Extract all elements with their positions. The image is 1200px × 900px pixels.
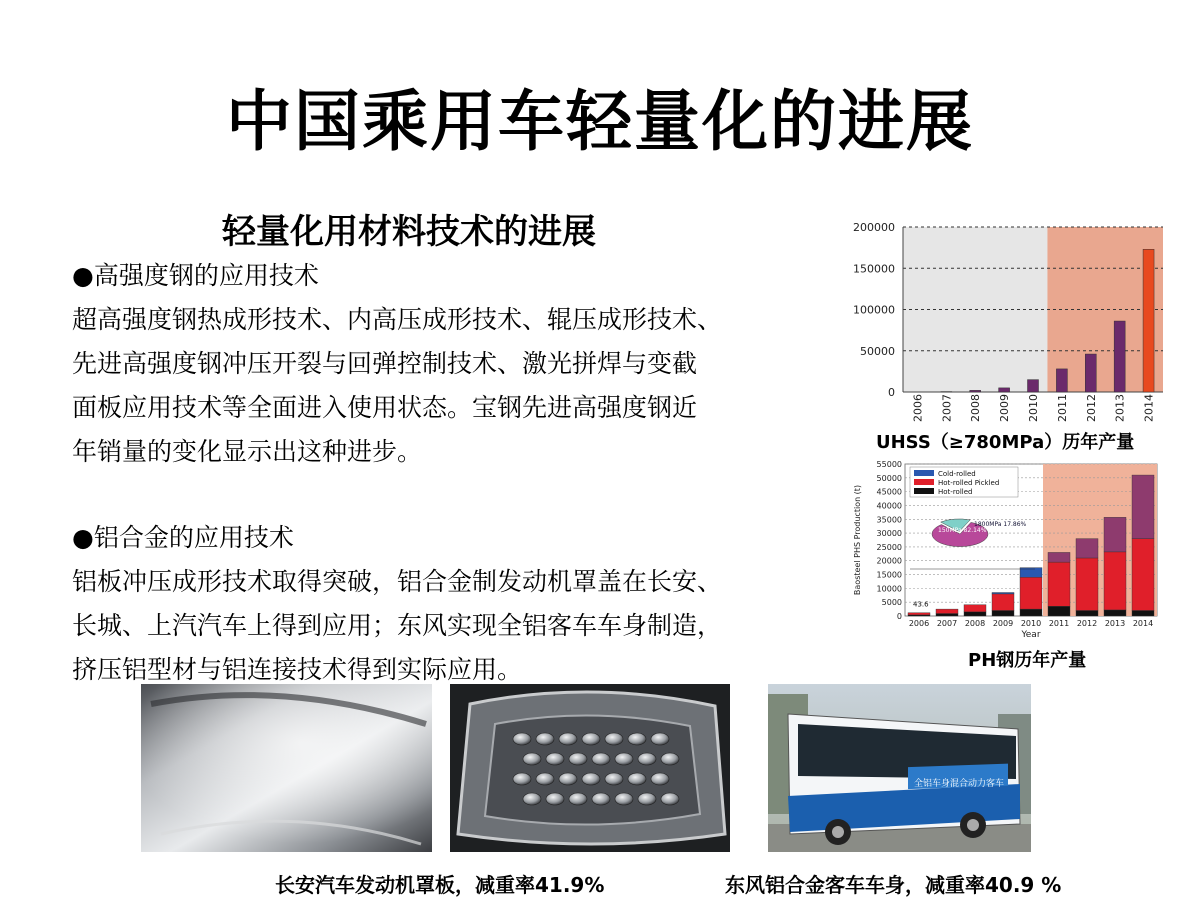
bar-segment [992, 593, 1014, 594]
x-tick-label: 2012 [1084, 394, 1098, 422]
aluminum-line: 长城、上汽汽车上得到应用；东风实现全铝客车车身制造， [72, 611, 723, 640]
aluminum-line: 铝板冲压成形技术取得突破，铝合金制发动机罩盖在长安、 [72, 567, 723, 596]
panel-dimple [651, 773, 669, 785]
panel-dimple [661, 753, 679, 765]
y-tick-label: 15000 [876, 570, 902, 580]
x-tick-label: 2014 [1132, 619, 1154, 628]
steel-section [72, 254, 842, 474]
bar-segment [1048, 552, 1070, 562]
x-tick-label: 2007 [940, 394, 954, 422]
panel-dimple [592, 753, 610, 765]
x-tick-label: 2011 [1048, 619, 1070, 628]
bar-segment [1076, 539, 1098, 558]
panel-dimple [523, 793, 541, 805]
y-axis-label: Baosteel PHS Production (t) [853, 484, 862, 596]
hood-panel-photo [141, 684, 432, 852]
y-tick-label: 5000 [881, 598, 902, 608]
x-tick-label: 2010 [1027, 394, 1040, 422]
y-tick-label: 30000 [876, 529, 902, 539]
panel-dimple [628, 773, 646, 785]
panel-dimple [582, 773, 600, 785]
panel-dimple [559, 773, 577, 785]
hood-inner-panel-photo [450, 684, 730, 852]
x-axis-label: Year [1021, 630, 1041, 640]
bar [999, 388, 1010, 392]
panel-dimple [628, 733, 646, 745]
page-title: 中国乘用车轻量化的进展 [226, 83, 974, 160]
y-tick-label: 150000 [853, 262, 895, 276]
steel-line: 超高强度钢热成形技术、内高压成形技术、辊压成形技术、 [72, 305, 723, 334]
bar-segment [1076, 610, 1098, 616]
y-tick-label: 50000 [860, 344, 895, 358]
phs-chart-caption: PH钢历年产量 [968, 650, 1087, 671]
legend-swatch [914, 470, 934, 476]
x-tick-label: 2006 [908, 619, 930, 628]
x-tick-label: 2009 [998, 394, 1012, 422]
panel-inner [485, 715, 700, 824]
uhss-chart-caption: UHSS（≥780MPa）历年产量 [876, 432, 1135, 453]
legend-label: Hot-rolled [938, 488, 973, 496]
panel-dimple [569, 793, 587, 805]
pie-label: 150MPa 82.14% [938, 527, 987, 534]
bar-segment [1132, 475, 1154, 539]
panel-dimple [559, 733, 577, 745]
y-tick-label: 40000 [876, 501, 902, 511]
panel-dimple [638, 753, 656, 765]
bar-segment [964, 605, 986, 612]
x-tick-label: 2014 [1142, 394, 1156, 422]
bar-segment [1076, 558, 1098, 611]
panel-dimple [651, 733, 669, 745]
aluminum-line: 挤压铝型材与铝连接技术得到实际应用。 [72, 655, 523, 684]
bar-segment [1048, 606, 1070, 616]
y-tick-label: 20000 [876, 556, 902, 566]
panel-dimple [638, 793, 656, 805]
panel-dimple [605, 733, 623, 745]
dongfeng-caption: 东风铝合金客车车身，减重率40.9 % [725, 873, 1062, 897]
y-tick-label: 0 [888, 386, 895, 399]
x-tick-label: 2011 [1055, 394, 1069, 422]
aluminum-bus-photo [768, 684, 1031, 852]
changan-caption: 长安汽车发动机罩板，减重率41.9% [275, 873, 605, 897]
bar-segment [1104, 517, 1126, 552]
x-tick-label: 2008 [969, 394, 983, 422]
y-tick-label: 200000 [853, 221, 895, 234]
x-tick-label: 2013 [1104, 619, 1126, 628]
phs-chart [850, 458, 1172, 648]
x-tick-label: 2008 [964, 619, 986, 628]
bar [970, 390, 981, 392]
bar-segment [1104, 610, 1126, 616]
bar-segment [1048, 562, 1070, 606]
panel-dimple [605, 773, 623, 785]
y-tick-label: 50000 [876, 473, 902, 483]
steel-line: 先进高强度钢冲压开裂与回弹控制技术、激光拼焊与变截 [72, 349, 698, 378]
bar-segment [936, 609, 958, 613]
bar-segment [992, 610, 1014, 616]
steel-line: 年销量的变化显示出这种进步。 [72, 437, 423, 466]
panel-dimple [615, 793, 633, 805]
y-tick-label: 10000 [876, 584, 902, 594]
bar [1028, 380, 1039, 392]
y-tick-label: 45000 [876, 487, 902, 497]
legend-swatch [914, 488, 934, 494]
x-tick-label: 2013 [1113, 394, 1127, 422]
x-tick-label: 2006 [911, 394, 925, 422]
y-tick-label: 35000 [876, 515, 902, 525]
legend-label: Cold-rolled [938, 470, 976, 478]
bar-segment [936, 614, 958, 616]
bar-segment [1104, 552, 1126, 610]
legend-label: Hot-rolled Pickled [938, 479, 1000, 487]
bar-segment [964, 612, 986, 616]
bar-segment [1132, 539, 1154, 611]
bar [1114, 321, 1125, 392]
panel-dimple [546, 793, 564, 805]
panel-dimple [536, 733, 554, 745]
panel-dimple [569, 753, 587, 765]
annotation-label: 43.6 [913, 600, 929, 609]
y-tick-label: 25000 [876, 542, 902, 552]
panel-dimple [546, 753, 564, 765]
x-tick-label: 2010 [1020, 619, 1042, 628]
panel-dimple [592, 793, 610, 805]
x-tick-label: 2009 [992, 619, 1014, 628]
bar-segment [1020, 577, 1042, 609]
panel-dimple [523, 753, 541, 765]
bar-segment [992, 594, 1014, 611]
x-tick-label: 2007 [936, 619, 958, 628]
section-subtitle: 轻量化用材料技术的进展 [222, 212, 596, 252]
aluminum-section [72, 516, 842, 692]
bar [1056, 369, 1067, 392]
panel-dimple [582, 733, 600, 745]
bar-segment [1132, 610, 1154, 616]
panel-dimple [615, 753, 633, 765]
bar [1143, 249, 1154, 392]
y-tick-label: 55000 [876, 460, 902, 469]
steel-line: 面板应用技术等全面进入使用状态。宝钢先进高强度钢近 [72, 393, 698, 422]
legend-swatch [914, 479, 934, 485]
aluminum-heading: ●铝合金的应用技术 [72, 523, 294, 552]
steel-heading: ●高强度钢的应用技术 [72, 261, 319, 290]
x-tick-label: 2012 [1076, 619, 1098, 628]
panel-dimple [661, 793, 679, 805]
bar-segment [1020, 609, 1042, 616]
panel-dimple [513, 773, 531, 785]
uhss-chart [840, 212, 1170, 434]
pie-label: 1800MPa 17.86% [974, 521, 1027, 528]
y-tick-label: 100000 [853, 303, 895, 317]
y-tick-label: 0 [896, 612, 902, 621]
panel-dimple [536, 773, 554, 785]
bar-segment [908, 613, 930, 615]
bus-sign-text: 全铝车身混合动力客车 [914, 779, 1005, 789]
panel-dimple [513, 733, 531, 745]
bar [1085, 354, 1096, 392]
